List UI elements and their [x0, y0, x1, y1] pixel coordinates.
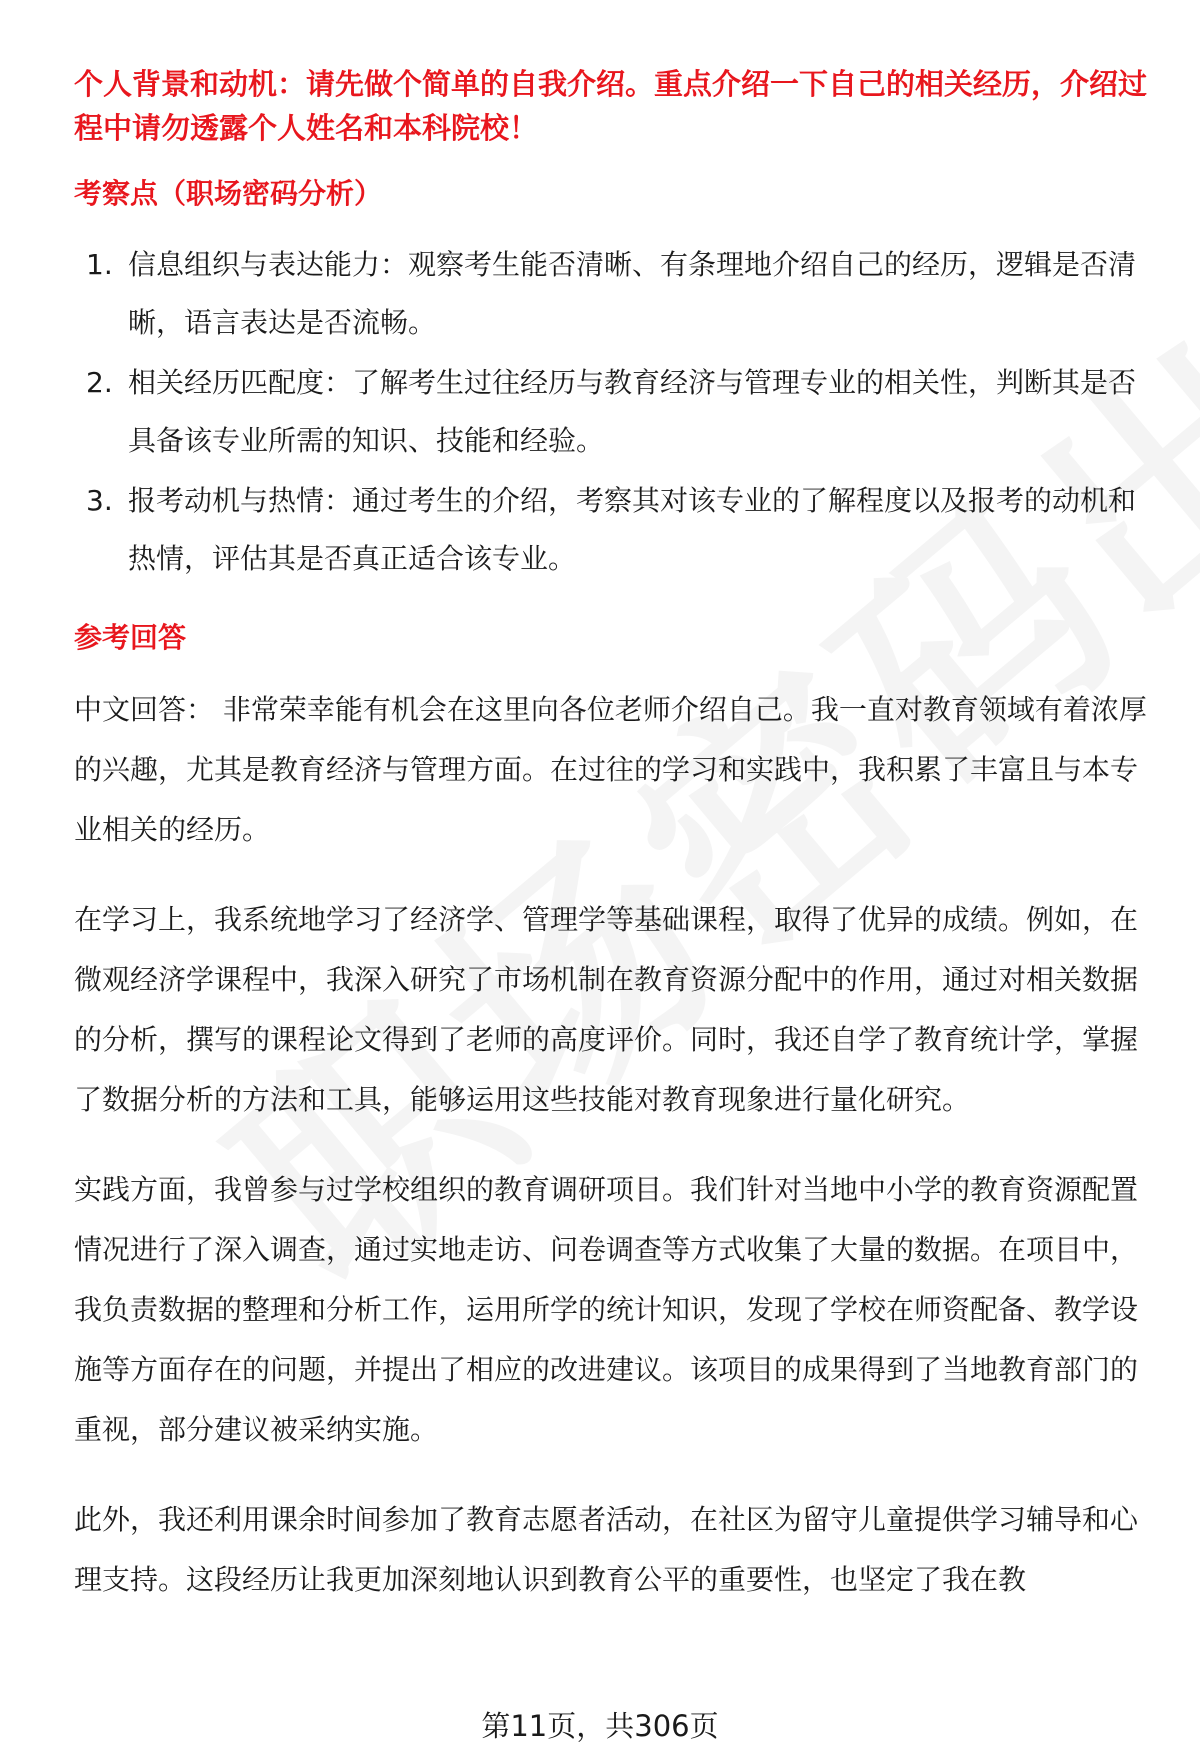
question-heading: 个人背景和动机：请先做个简单的自我介绍。重点介绍一下自己的相关经历，介绍过程中请勿透露个人姓名和本科院校！	[74, 67, 1148, 145]
analysis-point	[74, 236, 1154, 352]
point-text: 信息组织与表达能力：观察考生能否清晰、有条理地介绍自己的经历，逻辑是否清晰，语言表达是否流畅。	[128, 248, 1137, 339]
answer-body	[74, 680, 1154, 1610]
point-text: 报考动机与热情：通过考生的介绍，考察其对该专业的了解程度以及报考的动机和热情，评估其是否真正适合该专业。	[128, 484, 1137, 575]
point-number: 2.	[86, 366, 113, 399]
answer-heading: 参考回答	[74, 621, 187, 654]
analysis-points-list	[74, 236, 1154, 588]
point-text: 相关经历匹配度：了解考生过往经历与教育经济与管理专业的相关性，判断其是否具备该专业所需的知识、技能和经验。	[128, 366, 1137, 457]
answer-paragraph: 实践方面，我曾参与过学校组织的教育调研项目。我们针对当地中小学的教育资源配置情况进行了深入调查，通过实地走访、问卷调查等方式收集了大量的数据。在项目中，我负责数据的整理和分析工作，运用所学的统计知识，发现了学校在师资配备、教学设施等方面存在的问题，并提出了相应的改进建议。该项目的成果得到了当地教育部门的重视，部分建议被采纳实施。	[74, 1173, 1139, 1446]
analysis-heading: 考察点（职场密码分析）	[74, 177, 383, 210]
page-number: 第11页，共306页	[481, 1709, 719, 1743]
answer-paragraph: 此外，我还利用课余时间参加了教育志愿者活动，在社区为留守儿童提供学习辅导和心理支持。这段经历让我更加深刻地认识到教育公平的重要性，也坚定了我在教	[74, 1503, 1139, 1596]
analysis-point	[74, 354, 1154, 470]
document-page	[74, 62, 1154, 1640]
answer-paragraph: 在学习上，我系统地学习了经济学、管理学等基础课程，取得了优异的成绩。例如，在微观经济学课程中，我深入研究了市场机制在教育资源分配中的作用，通过对相关数据的分析，撰写的课程论文得到了老师的高度评价。同时，我还自学了教育统计学，掌握了数据分析的方法和工具，能够运用这些技能对教育现象进行量化研究。	[74, 903, 1139, 1116]
point-number: 1.	[86, 248, 113, 281]
answer-paragraph: 中文回答： 非常荣幸能有机会在这里向各位老师介绍自己。我一直对教育领域有着浓厚的兴趣，尤其是教育经济与管理方面。在过往的学习和实践中，我积累了丰富且与本专业相关的经历。	[74, 693, 1147, 846]
point-number: 3.	[86, 484, 113, 517]
analysis-point	[74, 472, 1154, 588]
